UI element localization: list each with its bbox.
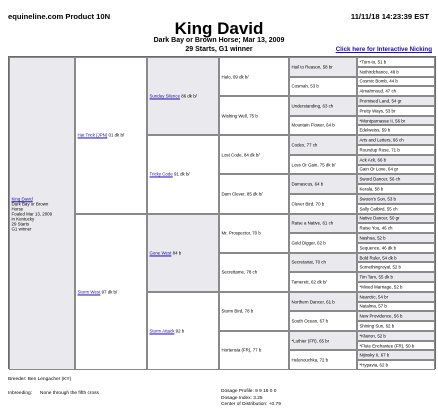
gen5-cell <box>357 125 435 135</box>
subject-detail: Horse <box>11 205 24 211</box>
gen5-cell <box>357 262 435 272</box>
gen3-label: Halo, 69 dk b/ <box>221 74 249 80</box>
gen5-label: Sword Dancer, 56 ch <box>359 176 401 182</box>
gen5-cell <box>357 311 435 321</box>
gen5-label: Roundup Rose, 71 b <box>359 147 400 153</box>
gen5-label: New Providence, 56 b <box>359 313 403 319</box>
gen5-label: *Montparnasse II, 56 br <box>359 118 406 124</box>
dam-info: 97 dk b/ <box>101 289 118 295</box>
dosage-index: Dosage Index: 3.25 <box>221 396 263 401</box>
gen5-cell <box>357 253 435 263</box>
gen5-label: *Turn-to, 51 b <box>359 59 387 65</box>
gen3-cell <box>219 96 289 135</box>
gen4-label: Codex, 77 ch <box>291 142 318 148</box>
gen4-cell <box>289 214 357 234</box>
subject-name-link[interactable]: King David <box>11 195 33 201</box>
site-label: equineline.com Product 10N <box>8 12 111 21</box>
gen5-cell <box>357 223 435 233</box>
gen5-cell <box>357 204 435 214</box>
gen4-label: Raise a Native, 61 ch <box>291 220 334 226</box>
gen5-cell <box>357 77 435 87</box>
gen5-cell <box>357 86 435 96</box>
gen5-label: *Klairon, 52 b <box>359 333 386 339</box>
gen5-label: Sally Catbird, 55 ch <box>359 206 398 212</box>
gen5-label: Raise You, 46 ch <box>359 225 393 231</box>
gen5-cell <box>357 57 435 67</box>
gen2-cell <box>147 135 219 213</box>
horse-name-title: King David <box>174 19 264 38</box>
gen3-label: Lost Code, 84 dk b/ <box>221 152 260 158</box>
gen5-label: *Hypavia, 62 b <box>359 362 389 368</box>
gen5-cell <box>357 302 435 312</box>
gen3-label: Wishing Well, 75 b <box>221 113 258 119</box>
gen5-label: Nearctic, 54 br <box>359 294 389 300</box>
gen5-label: Nothirdchance, 48 b <box>359 69 399 75</box>
gen3-label: Secrettame, 78 ch <box>221 269 258 275</box>
gen4-cell <box>289 331 357 351</box>
gen3-cell <box>219 135 289 174</box>
gen5-label: Bold Ruler, 54 dk b <box>359 254 397 260</box>
subject-detail: Dark Bay or Brown <box>11 200 49 206</box>
gen5-label: Arts and Letters, 66 ch <box>359 137 404 143</box>
gen4-cell <box>289 155 357 175</box>
gen4-label: Helenouchka, 72 b <box>291 357 329 363</box>
gen5-cell <box>357 155 435 165</box>
gen2-info: 84 b <box>172 250 182 256</box>
gen2-link[interactable]: Sunday Silence <box>149 93 181 99</box>
gen5-cell <box>357 282 435 292</box>
gen5-label: Nashua, 52 b <box>359 235 386 241</box>
subject-detail: Foaled Mar 13, 2009 <box>11 210 53 216</box>
pedigree-chart <box>8 56 436 369</box>
gen3-cell <box>219 253 289 292</box>
center-of-distribution: Center of Distribution: +0.79 <box>221 402 281 407</box>
gen5-cell <box>357 243 435 253</box>
inbreeding-label: Inbreeding: <box>8 391 33 396</box>
gen5-cell <box>357 331 435 341</box>
gen2-link[interactable]: Tricky Code <box>149 171 173 177</box>
horse-record: 29 Starts, G1 winner <box>185 46 253 53</box>
gen5-cell <box>357 214 435 224</box>
gen3-cell <box>219 331 289 370</box>
gen5-label: Natalma, 57 b <box>359 303 387 309</box>
gen5-label: Swoon's Son, 53 b <box>359 196 396 202</box>
gen4-cell <box>289 311 357 331</box>
gen5-cell <box>357 341 435 351</box>
gen5-label: Promised Land, 54 gr <box>359 98 402 104</box>
gen5-cell <box>357 360 435 370</box>
gen4-cell <box>289 292 357 312</box>
gen5-label: Edelweiss, 59 b <box>359 127 391 133</box>
gen4-label: South Ocean, 67 b <box>291 318 329 324</box>
inbreeding-value: None through the fifth cross <box>40 391 99 396</box>
sire-link[interactable]: Hat Trick (JPN) <box>77 132 108 138</box>
gen5-label: *Flute Enchantee (FR), 50 b <box>359 343 415 349</box>
horse-description: Dark Bay or Brown Horse; Mar 13, 2009 <box>153 37 285 44</box>
gen5-label: Pretty Ways, 53 br <box>359 108 396 114</box>
gen5-cell <box>357 67 435 77</box>
gen5-cell <box>357 165 435 175</box>
gen5-cell <box>357 116 435 126</box>
gen4-cell <box>289 77 357 97</box>
gen5-cell <box>357 272 435 282</box>
gen4-label: Hail to Reason, 58 br <box>291 64 333 70</box>
gen3-cell <box>219 174 289 213</box>
gen3-label: Storm Bird, 78 b <box>221 308 254 314</box>
subject-detail: 29 Starts <box>11 221 30 227</box>
gen2-cell <box>147 292 219 370</box>
sire-info: 01 dk b/ <box>108 132 125 138</box>
gen4-label: *Luthier (FR), 65 br <box>291 338 330 344</box>
dam-link[interactable]: Storm West <box>77 289 101 295</box>
gen5-cell <box>357 321 435 331</box>
gen2-info: 92 b <box>175 328 185 334</box>
dosage-profile: Dosage Profile: 9 9 16 0 0 <box>221 389 277 394</box>
gen4-cell <box>289 253 357 273</box>
gen4-label: Mountain Flower, 64 b <box>291 122 335 128</box>
gen5-label: Sequence, 46 dk b <box>359 245 397 251</box>
report-date: 11/11/18 14:23:39 EST <box>350 12 429 21</box>
gen5-cell <box>357 145 435 155</box>
gen5-label: Ack Ack, 66 b <box>359 157 387 163</box>
interactive-nicking-link[interactable]: Click here for Interactive Nicking <box>335 46 432 53</box>
gen4-cell <box>289 350 357 370</box>
gen2-cell <box>147 57 219 135</box>
gen5-label: *Mixed Marriage, 52 b <box>359 284 403 290</box>
gen5-label: Cosmic Bomb, 44 b <box>359 78 398 84</box>
gen4-cell <box>289 272 357 292</box>
gen4-label: Loss Or Gain, 75 dk b/ <box>291 162 336 168</box>
gen4-cell <box>289 233 357 253</box>
gen5-cell <box>357 292 435 302</box>
gen2-cell <box>147 214 219 292</box>
gen4-label: Cosmah, 53 b <box>291 83 319 89</box>
gen4-cell <box>289 57 357 77</box>
gen2-info: 86 dk b/ <box>181 93 197 99</box>
gen5-label: Somethingroyal, 52 b <box>359 264 401 270</box>
gen5-cell <box>357 106 435 116</box>
sire-cell <box>75 57 147 214</box>
gen5-cell <box>357 96 435 106</box>
gen3-cell <box>219 292 289 331</box>
gen5-label: Nijinsky II, 67 b <box>359 352 390 358</box>
gen5-cell <box>357 350 435 360</box>
gen4-label: Secretariat, 70 ch <box>291 259 326 265</box>
gen5-cell <box>357 174 435 184</box>
subject-detail: in Kentucky <box>11 216 35 222</box>
gen4-label: Clever Bird, 70 b <box>291 201 325 207</box>
gen4-label: Damascus, 64 b <box>291 181 324 187</box>
gen4-label: Understanding, 63 ch <box>291 103 334 109</box>
gen3-label: Mr. Prospector, 70 b <box>221 230 261 236</box>
gen5-label: Native Dancer, 50 gr <box>359 215 400 221</box>
gen2-link[interactable]: Gone West <box>149 250 172 256</box>
gen3-cell <box>219 214 289 253</box>
gen4-cell <box>289 116 357 136</box>
gen2-link[interactable]: Storm Attack <box>149 328 175 334</box>
gen3-label: Hortensia (FR), 77 b <box>221 347 262 353</box>
gen5-cell <box>357 194 435 204</box>
gen4-cell <box>289 174 357 194</box>
dam-cell <box>75 214 147 371</box>
gen2-info: 91 dk b/ <box>174 171 190 177</box>
gen4-label: Tamerett, 62 dk b/ <box>291 279 327 285</box>
subject-detail: G1 winner <box>11 226 32 232</box>
gen4-cell <box>289 135 357 155</box>
gen4-label: Northern Dancer, 61 b <box>291 299 335 304</box>
gen5-label: Shining Sun, 62 b <box>359 323 395 329</box>
gen5-cell <box>357 233 435 243</box>
gen4-cell <box>289 194 357 214</box>
gen5-label: Tim Tam, 55 dk b <box>359 274 393 280</box>
gen3-cell <box>219 57 289 96</box>
subject-cell <box>9 57 75 370</box>
gen4-cell <box>289 96 357 116</box>
gen5-label: Kerala, 58 b <box>359 186 384 192</box>
gen5-label: Gain Or Love, 64 gr <box>359 166 399 172</box>
breeder-text: Breeder: Ben Lengacher (KY) <box>8 377 72 382</box>
gen5-cell <box>357 184 435 194</box>
gen3-label: Dam Clever, 85 dk b/ <box>221 191 263 197</box>
gen4-label: Gold Digger, 62 b <box>291 240 326 246</box>
gen5-label: Almahmoud, 47 ch <box>359 88 397 94</box>
gen5-cell <box>357 135 435 145</box>
